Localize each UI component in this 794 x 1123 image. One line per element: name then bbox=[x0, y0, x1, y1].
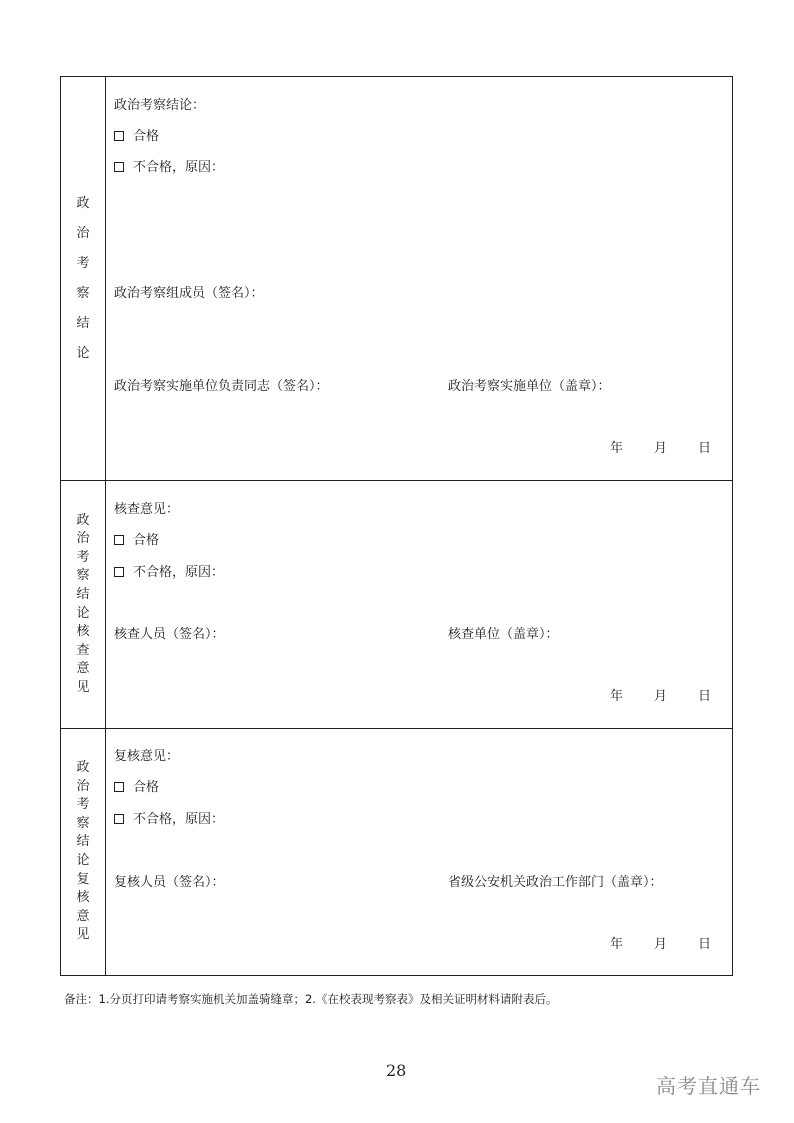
checkbox-icon[interactable] bbox=[114, 131, 124, 141]
checkbox-icon[interactable] bbox=[114, 814, 124, 824]
reviewer-signature-label: 复核人员（签名）： bbox=[114, 875, 225, 890]
option-fail[interactable]: 不合格，原因： bbox=[114, 808, 224, 827]
verifier-signature-label: 核查人员（签名）： bbox=[114, 627, 225, 642]
section-content: 政治考察结论： 合格 不合格，原因： 政治考察组成员（签名）： 政治考察实施单位负责同志（签名）： 政治考察实施单位（盖章）： 年 月 日 bbox=[106, 77, 732, 480]
section-conclusion bbox=[61, 77, 732, 481]
provincial-dept-stamp-label: 省级公安机关政治工作部门（盖章）： bbox=[448, 875, 663, 890]
option-pass[interactable]: 合格 bbox=[114, 529, 159, 548]
option-fail[interactable]: 不合格，原因： bbox=[114, 156, 224, 175]
footnote: 备注：1.分页打印请考察实施机关加盖骑缝章；2.《在校表现考察表》及相关证明材料请附表后。 bbox=[64, 992, 558, 1006]
checkbox-icon[interactable] bbox=[114, 782, 124, 792]
leader-signature-label: 政治考察实施单位负责同志（签名）： bbox=[114, 379, 329, 394]
checkbox-icon[interactable] bbox=[114, 162, 124, 172]
checkbox-icon[interactable] bbox=[114, 567, 124, 577]
page-number: 28 bbox=[386, 1061, 407, 1080]
members-signature-label: 政治考察组成员（签名）： bbox=[114, 286, 264, 301]
section-label bbox=[61, 729, 106, 975]
section-title: 政治考察结论： bbox=[114, 98, 206, 113]
section-content: 核查意见： 合格 不合格，原因： 核查人员（签名）： 核查单位（盖章）： 年 月 日 bbox=[106, 481, 732, 728]
section-title: 复核意见： bbox=[114, 749, 180, 764]
vertical-label: 政 治 考 察 结 论 bbox=[76, 195, 90, 361]
unit-stamp-label: 政治考察实施单位（盖章）： bbox=[448, 379, 611, 394]
vertical-label: 政 治 考 察 结 论 复 核 意 见 bbox=[76, 760, 90, 943]
watermark: 高考直通车 bbox=[656, 1074, 761, 1098]
section-review bbox=[61, 729, 732, 975]
section-label bbox=[61, 77, 106, 480]
vertical-label: 政 治 考 察 结 论 核 查 意 见 bbox=[76, 512, 90, 695]
option-pass[interactable]: 合格 bbox=[114, 125, 159, 144]
section-title: 核查意见： bbox=[114, 502, 180, 517]
checkbox-icon[interactable] bbox=[114, 535, 124, 545]
option-fail[interactable]: 不合格，原因： bbox=[114, 561, 224, 580]
section-label bbox=[61, 481, 106, 728]
verifier-unit-stamp-label: 核查单位（盖章）： bbox=[448, 627, 559, 642]
section-verification bbox=[61, 481, 732, 729]
option-pass[interactable]: 合格 bbox=[114, 776, 159, 795]
political-review-table bbox=[60, 76, 733, 976]
section-content: 复核意见： 合格 不合格，原因： 复核人员（签名）： 省级公安机关政治工作部门（盖章）： 年 月 日 bbox=[106, 729, 732, 975]
